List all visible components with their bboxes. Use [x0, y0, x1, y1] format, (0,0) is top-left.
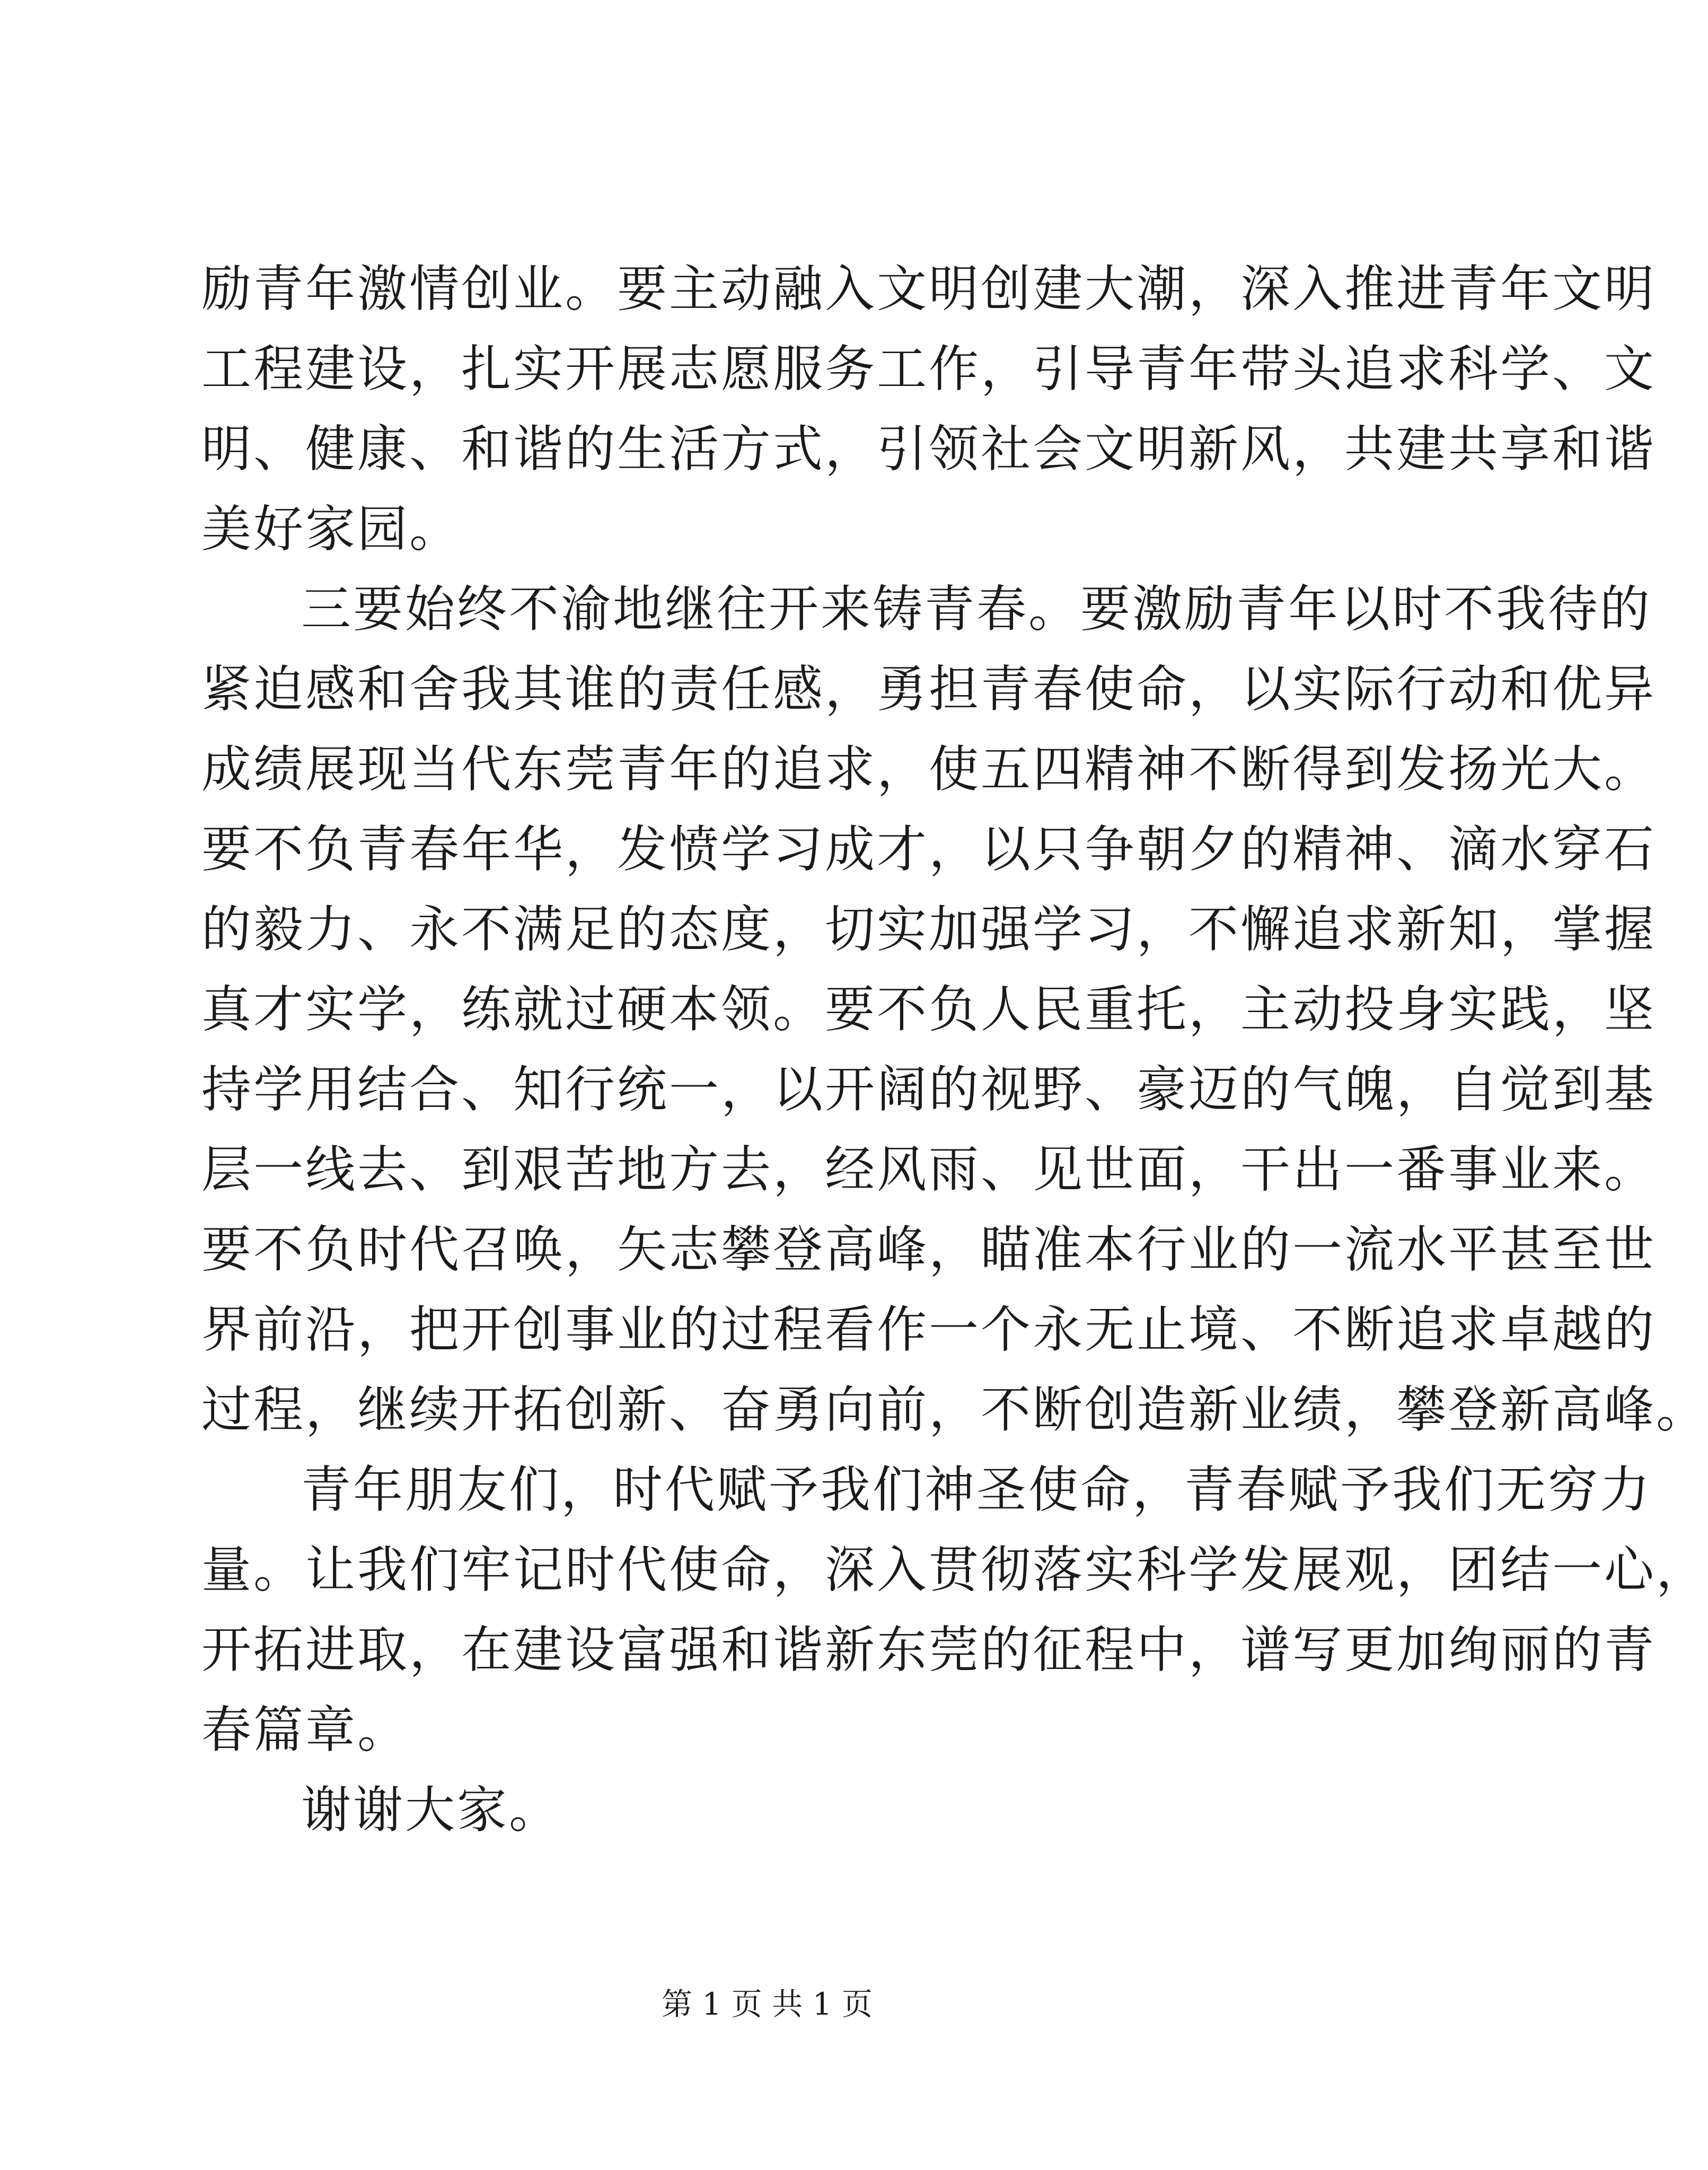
page-number-label: 第 1 页 共 1 页	[662, 1986, 873, 2022]
text-line: 成绩展现当代东莞青年的追求，使五四精神不断得到发扬光大。	[201, 741, 1657, 798]
text-line: 的毅力、永不满足的态度，切实加强学习，不懈追求新知，掌握	[201, 901, 1657, 959]
text-line: 量。让我们牢记时代使命，深入贯彻落实科学发展观，团结一心，	[201, 1541, 1708, 1599]
text-line: 过程，继续开拓创新、奋勇向前，不断创造新业绩，攀登新高峰。	[201, 1381, 1708, 1439]
text-line: 谢谢大家。	[301, 1781, 561, 1839]
text-line: 工程建设，扎实开展志愿服务工作，引导青年带头追求科学、文	[201, 340, 1657, 398]
paragraph-2	[201, 569, 1708, 1450]
paragraph-1	[201, 249, 1657, 569]
text-line: 三要始终不渝地继往开来铸青春。要激励青年以时不我待的	[301, 581, 1652, 638]
paragraph-3	[201, 1450, 1708, 1770]
text-line: 开拓进取，在建设富强和谐新东莞的征程中，谱写更加绚丽的青	[201, 1621, 1657, 1679]
text-line: 励青年激情创业。要主动融入文明创建大潮，深入推进青年文明	[201, 260, 1657, 318]
text-line: 界前沿，把开创事业的过程看作一个永无止境、不断追求卓越的	[201, 1301, 1657, 1359]
text-line: 要不负青春年华，发愤学习成才，以只争朝夕的精神、滴水穿石	[201, 821, 1657, 878]
text-line: 美好家园。	[201, 500, 462, 558]
document-body	[201, 249, 1708, 1850]
text-line: 要不负时代召唤，矢志攀登高峰，瞄准本行业的一流水平甚至世	[201, 1221, 1657, 1279]
text-line: 青年朋友们，时代赋予我们神圣使命，青春赋予我们无穷力	[301, 1461, 1652, 1519]
text-line: 真才实学，练就过硬本领。要不负人民重托，主动投身实践，坚	[201, 981, 1657, 1039]
paragraph-4	[201, 1770, 1336, 1850]
text-line: 春篇章。	[201, 1701, 410, 1759]
text-line: 明、健康、和谐的生活方式，引领社会文明新风，共建共享和谐	[201, 420, 1657, 478]
page-footer	[0, 1985, 1534, 2023]
text-line: 层一线去、到艰苦地方去，经风雨、见世面，干出一番事业来。	[201, 1141, 1657, 1199]
text-line: 持学用结合、知行统一，以开阔的视野、豪迈的气魄，自觉到基	[201, 1061, 1657, 1119]
text-line: 紧迫感和舍我其谁的责任感，勇担青春使命，以实际行动和优异	[201, 661, 1657, 718]
